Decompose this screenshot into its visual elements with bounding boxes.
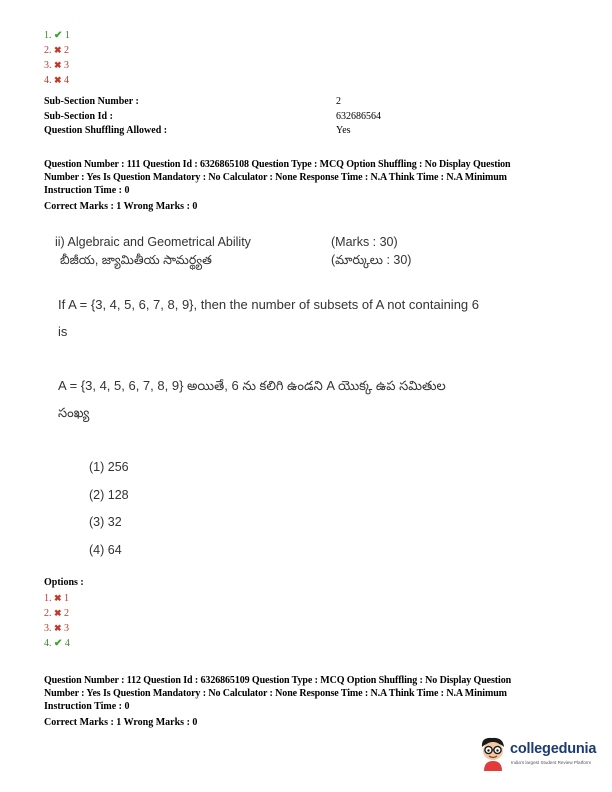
subsection-id-value: 632686564 [336,110,381,122]
section-marks: (Marks : 30) [331,235,398,249]
question-111-header: Question Number : 111 Question Id : 6326865108 Question Type : MCQ Option Shuffling : No Display Question Number : Yes Is Question Mandatory : No Calculator : None Response Time : N.A Think Time : N.A Minimum Instruction Time : 0 Correct Marks : 1 Wrong Marks : 0 [44,158,574,213]
cross-icon: ✖ [54,75,62,85]
choice-4: (4) 64 [89,542,122,557]
section-marks-telugu: (మార్కులు : 30) [331,253,412,267]
question-telugu-line2: సంఖ్య [58,405,90,420]
option-3: 3. ✖ 3 [44,623,70,634]
cross-icon: ✖ [54,623,62,633]
question-english-line2: is [58,324,68,339]
cross-icon: ✖ [54,60,62,70]
question-telugu-line1: A = {3, 4, 5, 6, 7, 8, 9} అయితే, 6 ను కలిగి ఉండని A యొక్క ఉప సమితుల [58,378,446,393]
cross-icon: ✖ [54,593,62,603]
choice-3: (3) 32 [89,515,122,529]
shuffle-value: Yes [336,125,351,136]
question-english-line1: If A = {3, 4, 5, 6, 7, 8, 9}, then the number of subsets of A not containing 6 [58,297,479,312]
options-label: Options : [44,577,84,588]
question-112-marks: Correct Marks : 1 Wrong Marks : 0 [44,717,198,728]
collegedunia-logo [478,735,604,775]
question-111-marks: Correct Marks : 1 Wrong Marks : 0 [44,201,198,212]
check-icon: ✔ [54,30,63,41]
option-4: 4. ✔ 4 [44,638,70,649]
mascot-icon [478,735,508,771]
cross-icon: ✖ [54,45,62,55]
logo-tagline: India's largest Student Review Platform [511,760,592,765]
section-title: ii) Algebraic and Geometrical Ability [55,235,251,249]
section-title-telugu: బీజీయ, జ్యామితీయ సామర్థ్యత [60,253,212,267]
prev-options-list [44,28,70,88]
options-list [44,591,70,651]
question-112-header: Question Number : 112 Question Id : 6326865109 Question Type : MCQ Option Shuffling : No Display Question Number : Yes Is Question Mandatory : No Calculator : None Response Time : N.A Think Time : N.A Minimum Instruction Time : 0 Correct Marks : 1 Wrong Marks : 0 [44,674,574,729]
check-icon: ✔ [54,638,63,649]
choice-1: (1) 256 [89,460,129,474]
option-1: 1. ✖ 1 [44,593,70,604]
choice-2: (2) 128 [89,487,129,502]
option-2: 2. ✖ 2 [44,608,70,619]
subsection-id-label: Sub-Section Id : [44,110,113,122]
shuffle-label: Question Shuffling Allowed : [44,125,168,136]
prev-option-2: 2. ✖ 2 [44,45,70,56]
prev-option-3: 3. ✖ 3 [44,60,70,71]
subsection-number-value: 2 [336,96,341,107]
cross-icon: ✖ [54,608,62,618]
subsection-number-label: Sub-Section Number : [44,96,139,107]
logo-brand: collegedunia [510,741,597,757]
answer-choices [89,460,129,570]
prev-option-1: 1. ✔ 1 [44,30,70,41]
prev-option-4: 4. ✖ 4 [44,75,70,86]
